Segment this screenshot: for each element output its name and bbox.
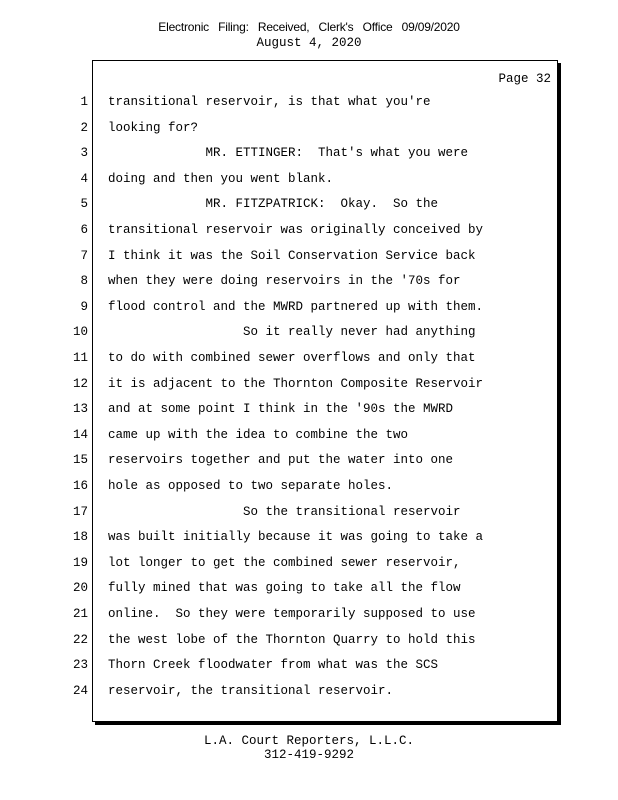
line-text: it is adjacent to the Thornton Composite Reservoir <box>108 376 484 391</box>
line-text: to do with combined sewer overflows and only that <box>108 351 476 365</box>
line-text: lot longer to get the combined sewer reservoir, <box>108 555 461 570</box>
transcript-line <box>0 249 560 267</box>
transcript-line <box>0 402 560 420</box>
line-number: 4 <box>80 171 88 186</box>
line-text: when they were doing reservoirs in the '70s for <box>108 274 461 289</box>
line-text: was built initially because it was going to take a <box>108 530 484 545</box>
transcript-line <box>0 556 560 574</box>
transcript-line <box>0 505 560 523</box>
transcript-line <box>0 351 560 369</box>
transcript-line <box>0 633 560 651</box>
transcript-line <box>0 428 560 446</box>
line-number: 7 <box>80 248 88 263</box>
line-number: 22 <box>72 632 88 647</box>
line-text: MR. FITZPATRICK: Okay. So the <box>108 197 439 212</box>
transcript-line <box>0 197 560 215</box>
line-text: and at some point I think in the '90s the MWRD <box>108 402 454 417</box>
line-number: 18 <box>72 530 88 545</box>
line-number: 23 <box>72 658 88 673</box>
line-number: 24 <box>72 683 88 698</box>
transcript-line <box>0 581 560 599</box>
line-text: So it really never had anything <box>108 325 476 340</box>
transcript-line <box>0 274 560 292</box>
line-text: fully mined that was going to take all the flow <box>108 581 461 596</box>
line-number: 21 <box>72 607 88 621</box>
line-text: Thorn Creek floodwater from what was the SCS <box>108 658 439 673</box>
line-number: 17 <box>72 504 88 519</box>
line-text: reservoirs together and put the water into one <box>108 453 454 468</box>
line-number: 20 <box>72 581 88 596</box>
line-number: 1 <box>80 95 88 109</box>
line-number: 5 <box>80 197 88 212</box>
line-number: 3 <box>80 146 88 161</box>
line-number: 16 <box>72 479 88 493</box>
filing-stamp: Electronic Filing: Received, Clerk's Office 09/09/2020 <box>158 20 460 34</box>
reporter-company: L.A. Court Reporters, L.L.C. <box>203 734 415 748</box>
transcript-line <box>0 146 560 164</box>
transcript-date: August 4, 2020 <box>256 36 362 50</box>
transcript-line <box>0 223 560 241</box>
line-text: transitional reservoir was originally conceived by <box>108 223 484 237</box>
line-number: 14 <box>72 427 88 442</box>
line-text: came up with the idea to combine the two <box>108 427 409 442</box>
transcript-line <box>0 172 560 190</box>
page-number: Page 32 <box>498 72 551 86</box>
line-text: flood control and the MWRD partnered up with them. <box>108 299 484 314</box>
transcript-line <box>0 121 560 139</box>
line-text: doing and then you went blank. <box>108 171 334 186</box>
line-number: 10 <box>72 325 88 340</box>
transcript-line <box>0 530 560 548</box>
line-text: the west lobe of the Thornton Quarry to hold this <box>108 632 476 647</box>
line-text: hole as opposed to two separate holes. <box>108 479 394 493</box>
line-text: looking for? <box>108 120 199 135</box>
transcript-line <box>0 479 560 497</box>
line-number: 11 <box>72 351 88 365</box>
line-number: 9 <box>80 299 88 314</box>
transcript-line <box>0 607 560 625</box>
line-number: 6 <box>80 223 88 237</box>
transcript-line <box>0 300 560 318</box>
transcript-line <box>0 658 560 676</box>
transcript-line <box>0 377 560 395</box>
line-text: online. So they were temporarily supposed to use <box>108 607 476 621</box>
transcript-line <box>0 325 560 343</box>
line-number: 12 <box>72 376 88 391</box>
line-text: So the transitional reservoir <box>108 504 461 519</box>
line-number: 2 <box>80 120 88 135</box>
reporter-phone: 312-419-9292 <box>263 748 354 762</box>
line-text: reservoir, the transitional reservoir. <box>108 683 394 698</box>
line-number: 15 <box>72 453 88 468</box>
transcript-line <box>0 453 560 471</box>
line-number: 19 <box>72 555 88 570</box>
line-text: MR. ETTINGER: That's what you were <box>108 146 469 161</box>
transcript-line <box>0 684 560 702</box>
line-text: transitional reservoir, is that what you're <box>108 95 431 109</box>
line-text: I think it was the Soil Conservation Service back <box>108 248 476 263</box>
transcript-line <box>0 95 560 113</box>
line-number: 13 <box>72 402 88 417</box>
line-number: 8 <box>80 274 88 289</box>
